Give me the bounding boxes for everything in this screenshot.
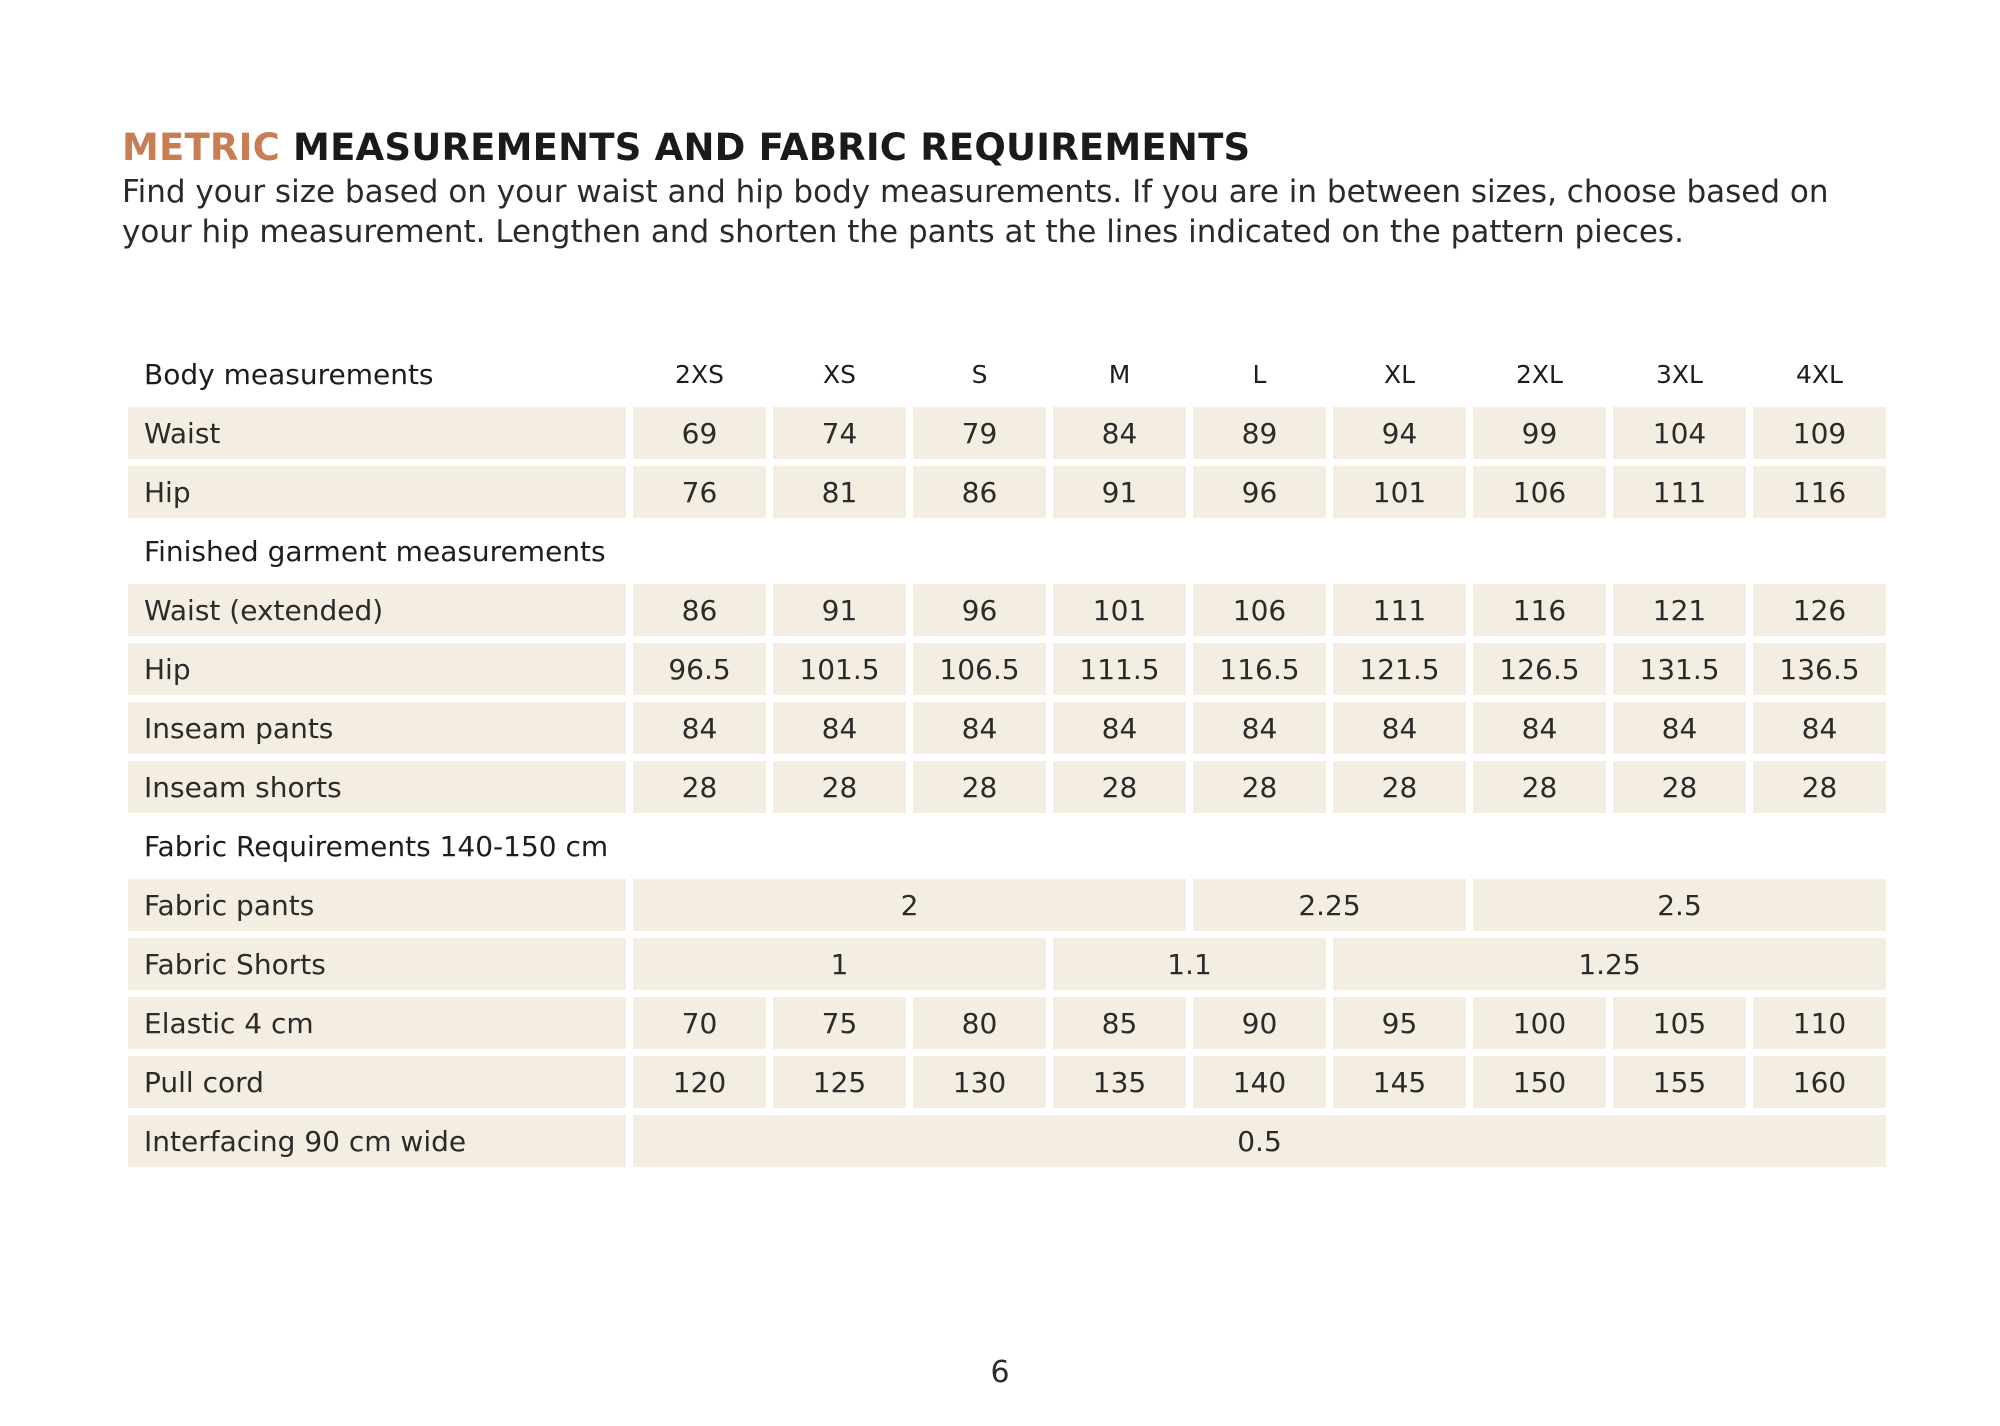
table-cell: 80	[913, 997, 1046, 1049]
row-label-fabric-pants: Fabric pants	[128, 879, 626, 931]
fabric-requirements-section-heading: Fabric Requirements 140-150 cm	[144, 829, 609, 863]
table-cell: 106	[1193, 584, 1326, 636]
table-cell: 106	[1473, 466, 1606, 518]
table-cell: 101	[1053, 584, 1186, 636]
table-cell-merged: 1	[633, 938, 1046, 990]
row-label-elastic: Elastic 4 cm	[128, 997, 626, 1049]
table-cell: 116	[1473, 584, 1606, 636]
table-cell: 75	[773, 997, 906, 1049]
table-cell: 116	[1753, 466, 1886, 518]
table-cell: 121	[1613, 584, 1746, 636]
table-cell: 84	[1753, 702, 1886, 754]
table-cell: 109	[1753, 407, 1886, 459]
table-cell: 131.5	[1613, 643, 1746, 695]
size-header: 3XL	[1656, 359, 1703, 389]
table-cell: 96	[913, 584, 1046, 636]
table-cell: 130	[913, 1056, 1046, 1108]
table-cell: 81	[773, 466, 906, 518]
table-cell-merged: 2	[633, 879, 1186, 931]
table-cell: 105	[1613, 997, 1746, 1049]
table-cell: 28	[633, 761, 766, 813]
table-cell: 86	[913, 466, 1046, 518]
size-header: 2XS	[675, 359, 724, 389]
table-cell-merged: 2.5	[1473, 879, 1886, 931]
table-cell: 28	[773, 761, 906, 813]
size-header: 2XL	[1516, 359, 1563, 389]
table-cell: 28	[1613, 761, 1746, 813]
table-cell: 116.5	[1193, 643, 1326, 695]
table-cell-merged: 2.25	[1193, 879, 1466, 931]
table-cell: 126	[1753, 584, 1886, 636]
table-cell-merged: 1.1	[1053, 938, 1326, 990]
row-label-inseam-shorts: Inseam shorts	[128, 761, 626, 813]
table-cell: 125	[773, 1056, 906, 1108]
table-cell: 85	[1053, 997, 1186, 1049]
row-label-fabric-shorts: Fabric Shorts	[128, 938, 626, 990]
table-cell: 70	[633, 997, 766, 1049]
intro-text: Find your size based on your waist and hip body measurements. If you are in between sizes, choose based on your hip measurement. Lengthen and shorten the pants at the lines indicated on the pattern pieces.	[122, 174, 1829, 250]
table-cell: 28	[1193, 761, 1326, 813]
table-cell: 120	[633, 1056, 766, 1108]
table-cell: 136.5	[1753, 643, 1886, 695]
row-label-inseam-pants: Inseam pants	[128, 702, 626, 754]
finished-garment-section-heading: Finished garment measurements	[144, 534, 606, 568]
table-cell: 28	[1473, 761, 1606, 813]
table-cell: 28	[913, 761, 1046, 813]
table-cell: 84	[1333, 702, 1466, 754]
row-label-finished-hip: Hip	[128, 643, 626, 695]
row-label-waist-extended: Waist (extended)	[128, 584, 626, 636]
size-header: 4XL	[1796, 359, 1843, 389]
table-cell: 84	[633, 702, 766, 754]
table-cell: 74	[773, 407, 906, 459]
table-cell: 69	[633, 407, 766, 459]
table-cell: 111	[1613, 466, 1746, 518]
row-label-pull-cord: Pull cord	[128, 1056, 626, 1108]
table-cell: 91	[1053, 466, 1186, 518]
table-cell: 111	[1333, 584, 1466, 636]
table-cell: 84	[1053, 407, 1186, 459]
table-cell: 84	[1053, 702, 1186, 754]
size-header: M	[1108, 359, 1131, 389]
table-cell: 150	[1473, 1056, 1606, 1108]
size-header: L	[1252, 359, 1267, 389]
table-cell: 84	[773, 702, 906, 754]
table-cell: 91	[773, 584, 906, 636]
table-cell: 101.5	[773, 643, 906, 695]
table-cell: 135	[1053, 1056, 1186, 1108]
table-cell: 121.5	[1333, 643, 1466, 695]
page-number: 6	[990, 1355, 1010, 1390]
page-title	[122, 126, 1250, 169]
table-cell: 86	[633, 584, 766, 636]
table-cell: 79	[913, 407, 1046, 459]
table-cell: 145	[1333, 1056, 1466, 1108]
row-label-hip: Hip	[128, 466, 626, 518]
table-cell: 140	[1193, 1056, 1326, 1108]
table-cell: 155	[1613, 1056, 1746, 1108]
table-cell: 96	[1193, 466, 1326, 518]
table-cell: 101	[1333, 466, 1466, 518]
table-cell: 99	[1473, 407, 1606, 459]
size-header: XS	[823, 359, 856, 389]
size-header: XL	[1383, 359, 1416, 389]
title-accent: METRIC	[122, 126, 280, 169]
table-cell: 96.5	[633, 643, 766, 695]
table-cell: 106.5	[913, 643, 1046, 695]
table-cell: 76	[633, 466, 766, 518]
table-cell: 110	[1753, 997, 1886, 1049]
table-cell: 126.5	[1473, 643, 1606, 695]
table-cell: 84	[1473, 702, 1606, 754]
table-cell: 111.5	[1053, 643, 1186, 695]
table-cell: 100	[1473, 997, 1606, 1049]
table-cell: 95	[1333, 997, 1466, 1049]
row-label-interfacing: Interfacing 90 cm wide	[128, 1115, 626, 1167]
table-cell: 28	[1753, 761, 1886, 813]
size-chart-table	[128, 348, 1886, 1167]
size-header: S	[971, 359, 988, 389]
table-cell: 28	[1053, 761, 1186, 813]
body-measurements-header: Body measurements	[144, 357, 434, 391]
table-cell-merged: 1.25	[1333, 938, 1886, 990]
table-cell: 160	[1753, 1056, 1886, 1108]
table-cell: 84	[1613, 702, 1746, 754]
table-cell: 84	[1193, 702, 1326, 754]
row-label-waist: Waist	[128, 407, 626, 459]
table-cell: 89	[1193, 407, 1326, 459]
table-cell-merged: 0.5	[633, 1115, 1886, 1167]
title-rest: MEASUREMENTS AND FABRIC REQUIREMENTS	[293, 126, 1251, 169]
table-cell: 84	[913, 702, 1046, 754]
table-cell: 90	[1193, 997, 1326, 1049]
table-cell: 94	[1333, 407, 1466, 459]
table-cell: 28	[1333, 761, 1466, 813]
table-cell: 104	[1613, 407, 1746, 459]
